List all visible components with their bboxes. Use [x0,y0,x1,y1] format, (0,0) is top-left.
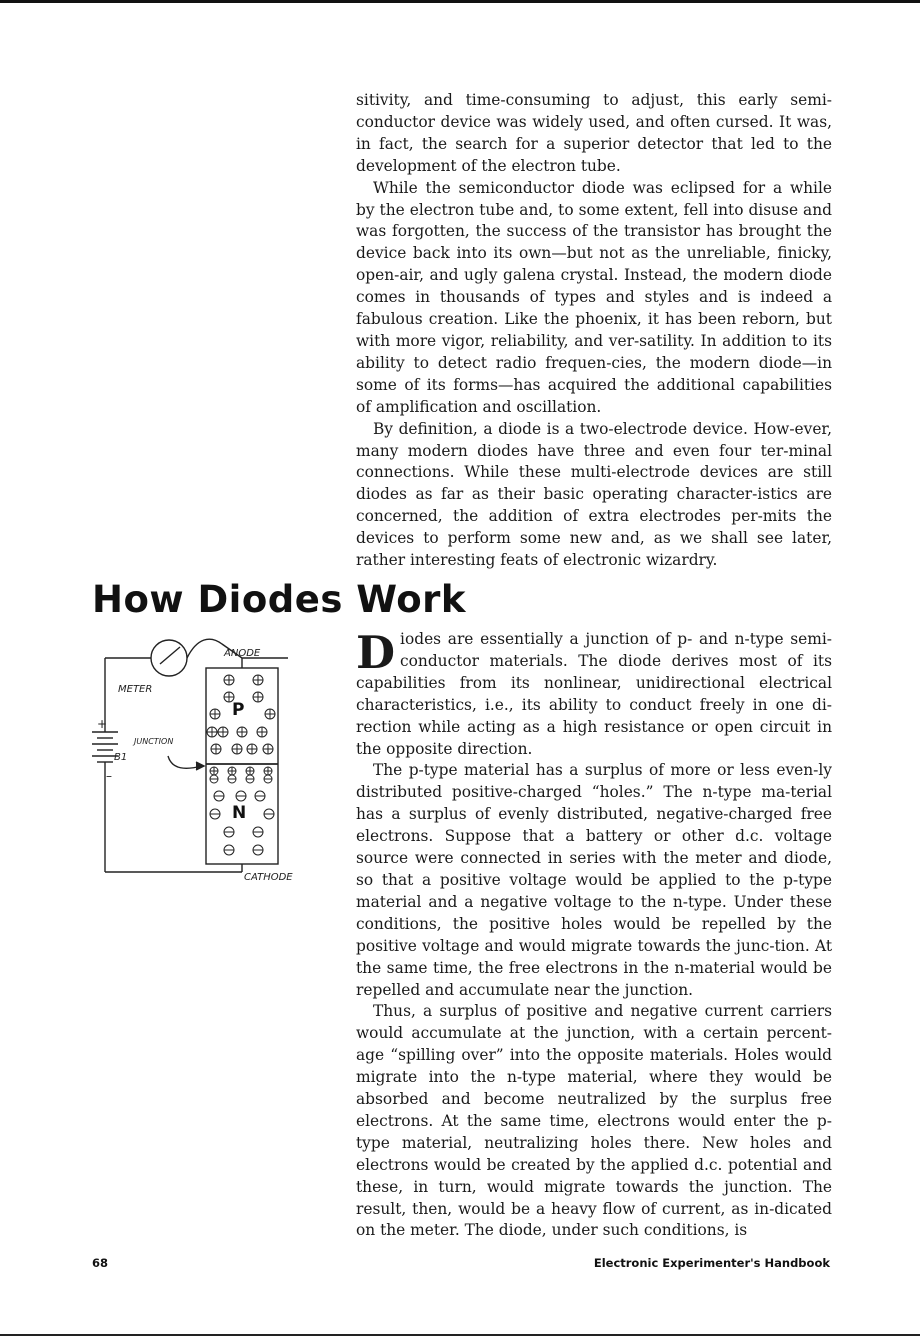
diode-circuit-diagram [92,620,340,892]
opening-paragraph-text: iodes are essentially a junction of p- and n-type semi-conductor materials. The diode derives most of its capabilities from its nonlinear, unidirectional electrical characteristics, i.e., its ability to conduct freely in one di-rection while acting as a high resistance or open circuit in the opposite direction. [356,630,832,758]
meter-label: METER [118,684,153,695]
anode-label: ANODE [224,648,261,659]
drop-cap: D [356,626,396,679]
n-region-label: N [232,803,247,823]
battery-minus-sign: – [106,769,112,783]
section-heading: How Diodes Work [92,578,467,621]
battery-plus-sign: + [97,717,108,731]
page-number: 68 [92,1256,109,1270]
junction-label: JUNCTION [134,737,174,746]
paragraph: sitivity, and time-consuming to adjust, this early semi-conductor device was widely used, and often cursed. It was, in fact, the search for a superior detector that led to the development of the electron tube. [356,91,832,175]
meter-icon [151,640,187,676]
running-footer: Electronic Experimenter's Handbook [593,1256,830,1270]
cathode-label: CATHODE [244,872,293,883]
positive-holes [207,675,275,775]
bottom-rule [0,1334,920,1336]
battery-label: B1 [114,752,128,763]
paragraph: By definition, a diode is a two-electrode device. How-ever, many modern diodes have three and even four ter-minal connections. While these multi-electrode devices are still diodes as far as their basic operating character-istics are concerned, the addition of extra electrodes per-mits the devices to perform some new and, as we shall see later, rather interesting feats of electronic wizardry. [356,419,832,570]
diode-body [206,668,278,864]
section-text-column [356,626,832,1242]
paragraph: The p-type material has a surplus of more or less even-ly distributed positive-charged “holes.” The n-type ma-terial has a surplus of evenly distributed, negative-charged free electrons. Suppose that a battery or other d.c. voltage source were connected in series with the meter and diode, so that a positive voltage would be applied to the p-type material and a negative voltage to the n-type. Under these conditions, the positive holes would be repelled by the positive voltage and would migrate towards the junc-tion. At the same time, the free electrons in the n-material would be repelled and accumulate near the junction. [356,761,832,999]
top-text-column [356,90,832,572]
paragraph: While the semiconductor diode was eclipsed for a while by the electron tube and, to some extent, fell into disuse and was forgotten, the success of the transistor has brought the device back into its own—but not as the unreliable, finicky, open-air, and ugly galena crystal. Instead, the modern diode comes in thousands of types and styles and is indeed a fabulous creation. Like the phoenix, it has been reborn, but with more vigor, reliability, and ver-satility. In addition to its ability to detect radio frequen-cies, the modern diode—in some of its forms—has acquired the additional capabilities of amplification and oscillation. [356,178,832,416]
paragraph: Thus, a surplus of positive and negative current carriers would accumulate at the junction, with a certain percent-age “spilling over” into the opposite materials. Holes would migrate into the n-type material, where they would be absorbed and become neutralized by the surplus free electrons. At the same time, electrons would enter the p-type material, neutralizing holes there. New holes and electrons would be created by the applied d.c. potential and these, in turn, would migrate towards the junction. The result, then, would be a heavy flow of current, as in-dicated on the meter. The diode, under such conditions, is [356,1002,832,1240]
p-region-label: P [232,700,245,720]
top-rule [0,0,920,3]
opening-paragraph [356,626,832,760]
